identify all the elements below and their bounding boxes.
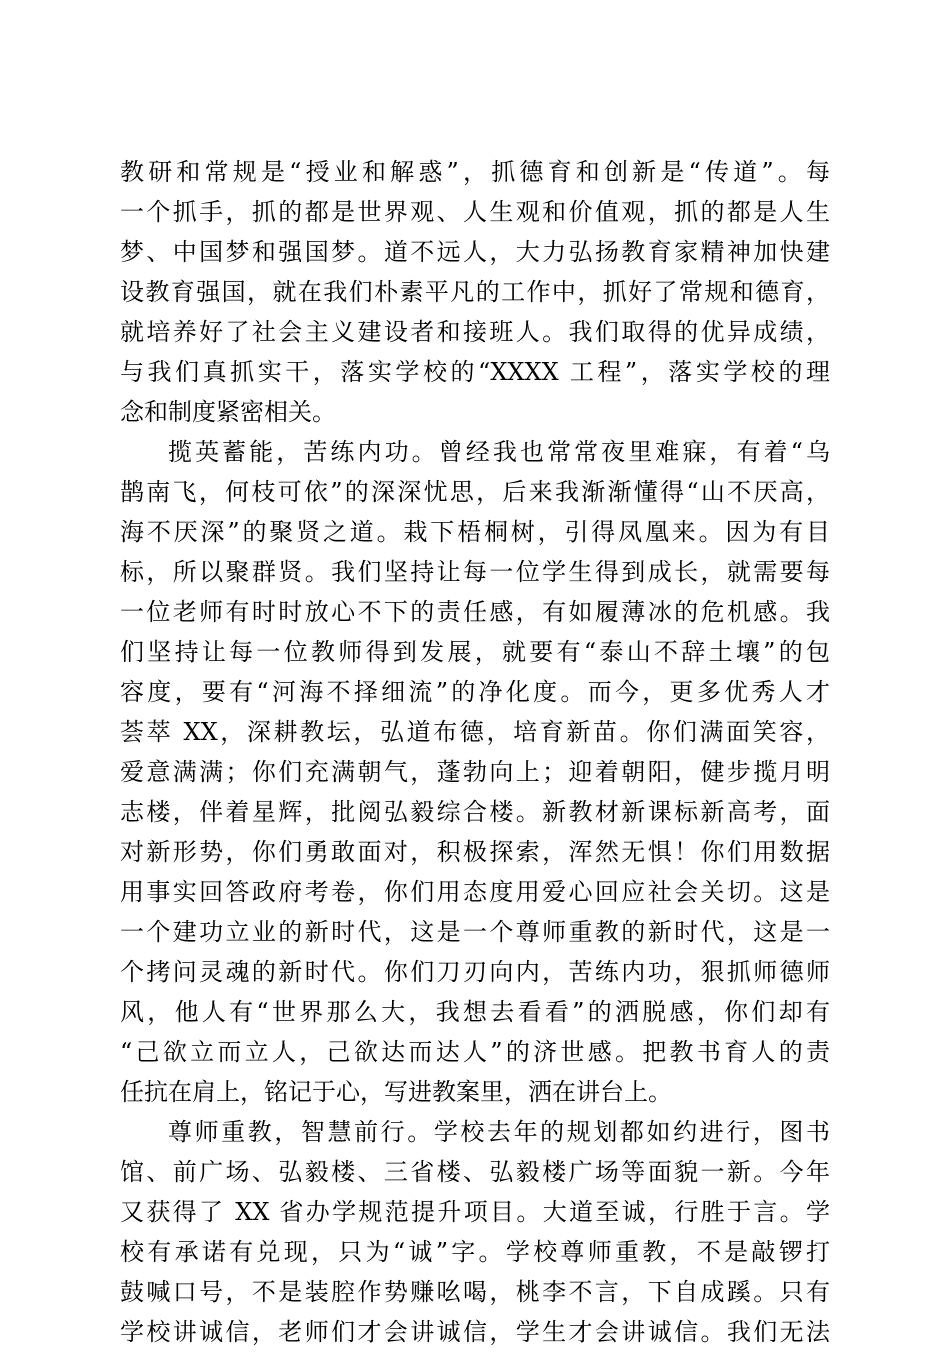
paragraph-2 <box>120 432 830 1112</box>
text-line: 对新形势，你们勇敢面对，积极探索，浑然无惧！你们用数据 <box>120 838 830 866</box>
text-line: 尊师重教，智慧前行。学校去年的规划都如约进行，图书 <box>168 1118 830 1146</box>
paragraph-1 <box>120 152 830 432</box>
text-line: 校有承诺有兑现，只为“诚”字。学校尊师重教，不是敲锣打 <box>120 1238 830 1266</box>
text-line: 用事实回答政府考卷，你们用态度用爱心回应社会关切。这是 <box>120 878 830 906</box>
text-line: 们坚持让每一位教师得到发展，就要有“泰山不辞土壤”的包 <box>120 638 830 666</box>
text-line: 揽英蓄能，苦练内功。曾经我也常常夜里难寐，有着“乌 <box>168 438 830 466</box>
text-line: 标，所以聚群贤。我们坚持让每一位学生得到成长，就需要每 <box>120 558 830 586</box>
text-line: 设教育强国，就在我们朴素平凡的工作中，抓好了常规和德育， <box>120 278 830 306</box>
text-line: 一个抓手，抓的都是世界观、人生观和价值观，抓的都是人生 <box>120 198 830 226</box>
text-line: “己欲立而立人，己欲达而达人”的济世感。把教书育人的责 <box>120 1038 830 1066</box>
text-line: 鼓喊口号，不是装腔作势赚吆喝，桃李不言，下自成蹊。只有 <box>120 1278 830 1306</box>
text-line: 一个建功立业的新时代，这是一个尊师重教的新时代，这是一 <box>120 918 830 946</box>
text-line: 与我们真抓实干，落实学校的“XXXX 工程”，落实学校的理 <box>120 358 830 386</box>
paragraph-3 <box>120 1112 830 1352</box>
text-line: 就培养好了社会主义建设者和接班人。我们取得的优异成绩， <box>120 318 830 346</box>
document-body <box>120 152 830 1352</box>
text-line: 任抗在肩上，铭记于心，写进教案里，洒在讲台上。 <box>120 1078 672 1106</box>
text-line: 个拷问灵魂的新时代。你们刀刃向内，苦练内功，狠抓师德师 <box>120 958 830 986</box>
text-line: 梦、中国梦和强国梦。道不远人，大力弘扬教育家精神加快建 <box>120 238 830 266</box>
text-line: 爱意满满；你们充满朝气，蓬勃向上；迎着朝阳，健步揽月明 <box>120 758 830 786</box>
text-line: 教研和常规是“授业和解惑”，抓德育和创新是“传道”。每 <box>120 158 830 186</box>
text-line: 志楼，伴着星辉，批阅弘毅综合楼。新教材新课标新高考，面 <box>120 798 830 826</box>
text-line: 一位老师有时时放心不下的责任感，有如履薄冰的危机感。我 <box>120 598 830 626</box>
text-line: 又获得了 XX 省办学规范提升项目。大道至诚，行胜于言。学 <box>120 1198 830 1226</box>
text-line: 荟萃 XX，深耕教坛，弘道布德，培育新苗。你们满面笑容， <box>120 718 830 746</box>
text-line: 海不厌深”的聚贤之道。栽下梧桐树，引得凤凰来。因为有目 <box>120 518 830 546</box>
text-line: 学校讲诚信，老师们才会讲诚信，学生才会讲诚信。我们无法 <box>120 1318 830 1346</box>
text-line: 馆、前广场、弘毅楼、三省楼、弘毅楼广场等面貌一新。今年 <box>120 1158 830 1186</box>
text-line: 风，他人有“世界那么大，我想去看看”的洒脱感，你们却有 <box>120 998 830 1026</box>
text-line: 念和制度紧密相关。 <box>120 398 336 426</box>
text-line: 容度，要有“河海不择细流”的净化度。而今，更多优秀人才 <box>120 678 830 706</box>
text-line: 鹊南飞，何枝可依”的深深忧思，后来我渐渐懂得“山不厌高， <box>120 478 830 506</box>
